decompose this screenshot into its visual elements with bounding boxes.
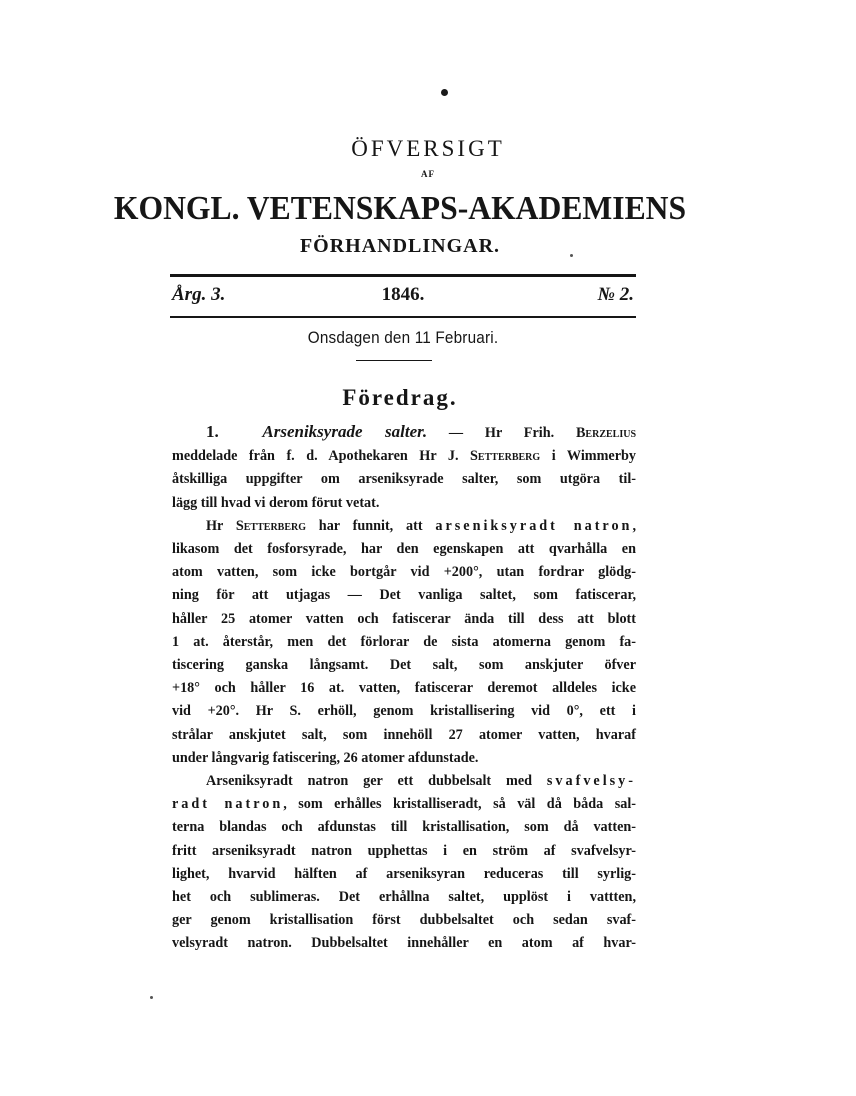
ink-dot: [441, 89, 448, 96]
volume-label: Årg. 3.: [172, 284, 226, 305]
paragraph-start: Hr Setterberg har funnit, att arseniksyradt natron,: [206, 517, 636, 534]
issue-info-row: [172, 284, 634, 310]
text-line: åtskilliga uppgifter om arseniksyrade salter, som utgöra til-: [172, 471, 636, 488]
journal-title-line2: KONGL. VETENSKAPS-AKADEMIENS: [113, 190, 687, 227]
article-number: 1.: [206, 422, 219, 441]
ink-speck: [150, 996, 153, 999]
text-line: +18° och håller 16 at. vatten, fatiscerar deremot alldeles icke: [172, 680, 636, 697]
issue-number: № 2.: [597, 284, 634, 305]
text-line: velsyradt natron. Dubbelsaltet innehåller en atom af hvar-: [172, 935, 636, 952]
header-rule-top: [170, 274, 636, 277]
text-line: atom vatten, som icke bortgår vid +200°, utan fordrar glödg-: [172, 564, 636, 581]
text-line: het och sublimeras. Det erhållna saltet, upplöst i vattten,: [172, 889, 636, 906]
article-first-line: 1. Arseniksyrade salter. — Hr Frih. Berzelius: [206, 422, 637, 441]
text-line: vid +20°. Hr S. erhöll, genom kristallisering vid 0°, ett i: [172, 703, 636, 720]
journal-title-line3: FÖRHANDLINGAR.: [299, 235, 501, 257]
text-line: fritt arseniksyradt natron upphettas i en ström af svafvelsyr-: [172, 842, 636, 859]
text-line: under långvarig fatiscering, 26 atomer afdunstade.: [172, 749, 479, 766]
text-line: lägg till hvad vi derom förut vetat.: [172, 494, 380, 511]
header-rule-bottom: [170, 316, 636, 318]
text-line: ger genom kristallisation först dubbelsaltet och sedan svaf-: [172, 912, 636, 929]
issue-year: 1846.: [381, 284, 425, 305]
article-body: [172, 420, 636, 956]
text-line: radt natron, som erhålles kristalliseradt, så väl då båda sal-: [172, 796, 636, 813]
paragraph-start: Arseniksyradt natron ger ett dubbelsalt med svafvelsy-: [206, 773, 636, 790]
text-line: strålar anskjutet salt, som innehöll 27 atomer vatten, hvaraf: [172, 726, 636, 743]
text-line: meddelade från f. d. Apothekaren Hr J. Setterberg i Wimmerby: [172, 448, 636, 465]
text-line: 1 at. återstår, men det förlorar de sista atomerna genom fa-: [172, 633, 636, 650]
article-title: Arseniksyrade salter.: [262, 422, 428, 441]
text-line: ning för att utjagas — Det vanliga saltet, som fatiscerar,: [172, 587, 636, 604]
article-dash: —: [427, 425, 485, 441]
text-line: lighet, hvarvid hälften af arseniksyran reduceras till syrlig-: [172, 865, 636, 882]
journal-title-af: AF: [421, 169, 435, 179]
section-heading: Föredrag.: [342, 385, 458, 410]
journal-title-line1: ÖFVERSIGT: [351, 136, 505, 161]
session-date: Onsdagen den 11 Februari.: [307, 328, 499, 347]
text-line: terna blandas och afdunstas till kristallisation, som då vatten-: [172, 819, 636, 836]
text-line: likasom det fosforsyrade, har den egenskapen att qvarhålla en: [172, 541, 636, 558]
date-divider: [356, 360, 432, 361]
text-line: tiscering ganska långsamt. Det salt, som anskjuter öfver: [172, 657, 636, 674]
text-line: håller 25 atomer vatten och fatiscerar ända till dess att blott: [172, 610, 636, 627]
